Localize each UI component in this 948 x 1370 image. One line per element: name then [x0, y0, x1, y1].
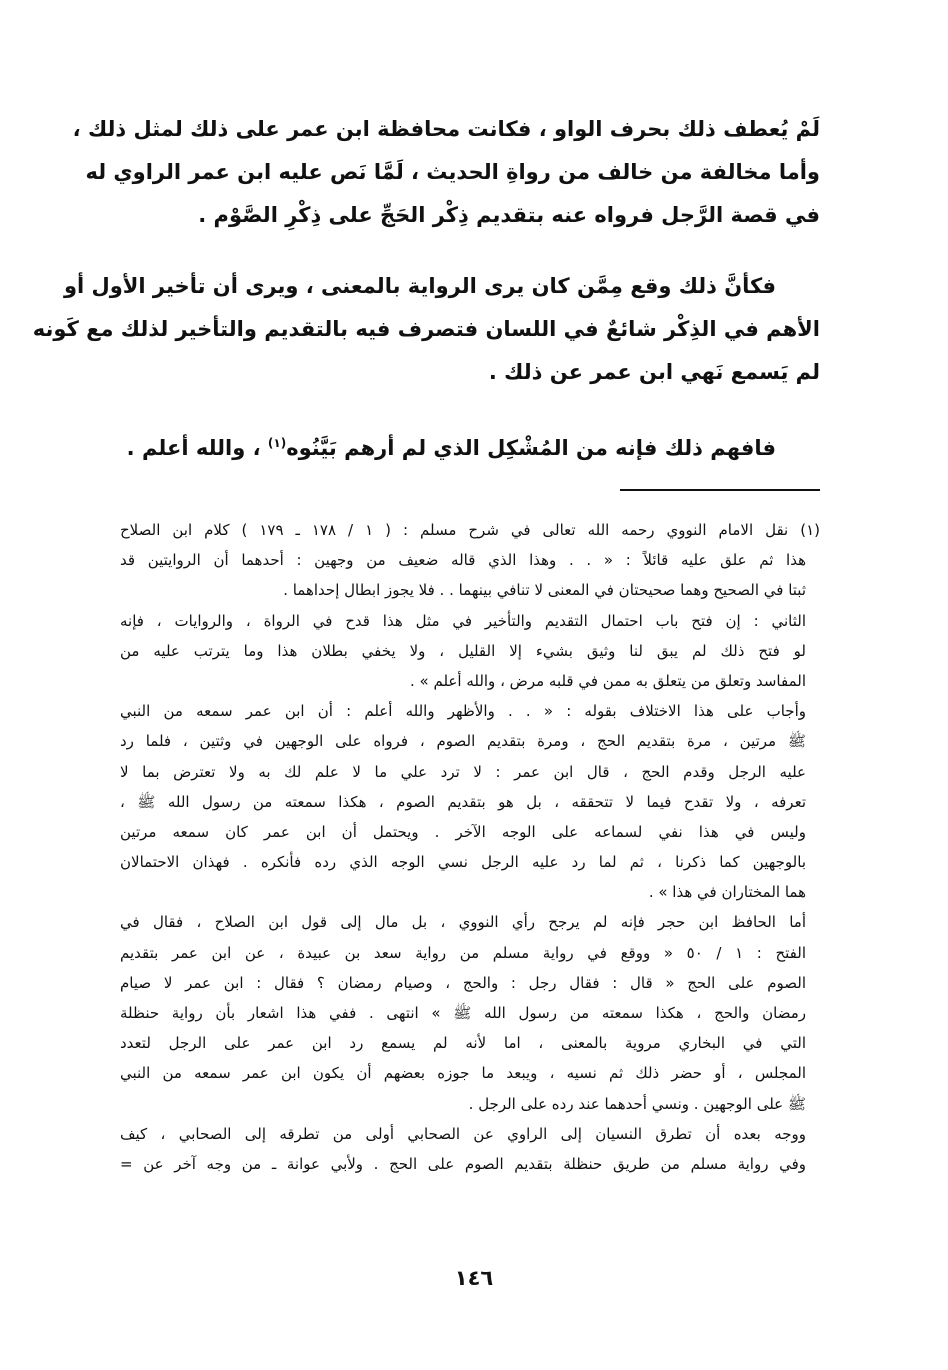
footnote-line: بالوجهين كما ذكرنا ، ثم لما رد عليه الرجل نسي الوجه الذي رده فأنكره . فهذان الاحتمالان: [120, 853, 806, 872]
footnote-line: ثبتا في الصحيح وهما صحيحتان في المعنى لا تنافي بينهما . . فلا يجوز ابطال إحداهما .: [283, 581, 806, 600]
paragraph: [72, 108, 820, 237]
text-line: لَمْ يُعطف ذلك بحرف الواو ، فكانت محافظة ابن عمر على ذلك لمثل ذلك ،: [72, 117, 820, 141]
text-line: الأهم في الذِكْر شائعٌ في اللسان فتصرف فيه بالتقديم والتأخير لذلك مع كَونه: [32, 317, 820, 341]
footnote-line: رمضان والحج ، هكذا سمعته من رسول الله ﷺ » انتهى . ففي هذا اشعار بأن رواية حنظلة: [120, 1004, 806, 1022]
text-line: في قصة الرَّجل فرواه عنه بتقديم ذِكْر الحَجِّ على ذِكْرِ الصَّوْم .: [198, 203, 820, 227]
footnote-line: ﷺ على الوجهين . ونسي أحدهما عند رده على الرجل .: [468, 1094, 806, 1113]
footnote-line: تعرفه ، ولا تقدح فيما لا تتحققه ، بل هو بتقديم الصوم ، هكذا سمعته من رسول الله ﷺ ،: [120, 792, 806, 811]
footnotes: [120, 515, 820, 1179]
page-number: ١٤٦: [454, 1266, 494, 1290]
footnote-line: هما المختاران في هذا » .: [648, 883, 806, 902]
text-line: لم يَسمع نَهي ابن عمر عن ذلك .: [488, 360, 820, 384]
footnote-line: المفاسد وتعلق من يتعلق به ممن في قلبه مرض ، والله أعلم » .: [410, 671, 806, 690]
footnote-line: وأجاب على هذا الاختلاف بقوله : « . . والأظهر والله أعلم : أن ابن عمر سمعه من النبي: [120, 702, 806, 721]
footnote-line: هذا ثم علق عليه قائلاً : « . . وهذا الذي قاله ضعيف من وجهين : أحدهما أن الروايتين قد: [120, 551, 806, 570]
paragraph: [32, 265, 820, 394]
footnote-line: لو فتح ذلك لم يبق لنا وثيق بشيء إلا القليل ، ولا يخفي بطلان هذا وما يترتب عليه من: [120, 641, 806, 660]
main-text: [32, 108, 820, 493]
footnote-line: أما الحافظ ابن حجر فإنه لم يرجح رأي النووي ، بل مال إلى قول ابن الصلاح ، فقال في: [120, 913, 806, 932]
footnote-line: المجلس ، أو حضر ذلك ثم نسيه ، ويبعد ما جوزه بعضهم أن يكون ابن عمر سمعه من النبي: [120, 1064, 806, 1083]
paragraph: [120, 422, 820, 465]
footnote-line: عليه الرجل وقدم الحج ، قال ابن عمر : لا ترد علي ما لا علم لك به ولا تعترض بما لا: [120, 762, 806, 781]
text-segment: ، والله أعلم .: [126, 436, 268, 460]
footnote-separator: [620, 489, 820, 491]
footnote-line: الصوم على الحج « قال : فقال رجل : والحج ، وصيام رمضان ؟ فقال : ابن عمر لا صيام: [120, 973, 806, 992]
footnote-line: (١) نقل الامام النووي رحمه الله تعالى في شرح مسلم : ( ١ / ١٧٨ ـ ١٧٩ ) كلام ابن الصلاح: [120, 521, 820, 539]
footnote-line: ووجه بعده أن تطرق النسيان إلى الراوي عن الصحابي أولى من تطرقه إلى الصحابي ، كيف: [120, 1124, 806, 1143]
footnote-line: وليس في هذا نفي لسماعه على الوجه الآخر . ويحتمل أن ابن عمر كان سمعه مرتين: [120, 822, 806, 841]
text-line: فكأنَّ ذلك وقع مِمَّن كان يرى الرواية بالمعنى ، ويرى أن تأخير الأول أو: [63, 274, 776, 298]
text-line: وأما مخالفة من خالف من رواةِ الحديث ، لَمَّا نَص عليه ابن عمر الراوي له: [85, 160, 820, 184]
text-segment: فافهم ذلك فإنه من المُشْكِل الذي لم أرهم بَيَّنُوه: [286, 436, 776, 460]
footnote-line: التي في البخاري مروية بالمعنى ، اما لأنه لم يسمع رد ابن عمر على الرجل لتعدد: [120, 1034, 806, 1053]
footnote-reference: (١): [267, 436, 287, 450]
footnote-line: الفتح : ١ / ٥٠ « ووقع في رواية مسلم من رواية سعد بن عبيدة ، عن ابن عمر بتقديم: [120, 943, 806, 962]
text-line: [120, 422, 820, 465]
footnote-line: وفي رواية مسلم من طريق حنظلة بتقديم الصوم على الحج . ولأبي عوانة ـ من وجه آخر عن =: [120, 1154, 806, 1173]
footnote-line: ﷺ مرتين ، مرة بتقديم الحج ، ومرة بتقديم الصوم ، فرواه على الوجهين في وثتين ، فلما رد: [120, 732, 806, 751]
footnote-line: الثاني : إن فتح باب احتمال التقديم والتأخير في مثل هذا قدح في الرواة ، والروايات ، فإنه: [120, 611, 806, 630]
